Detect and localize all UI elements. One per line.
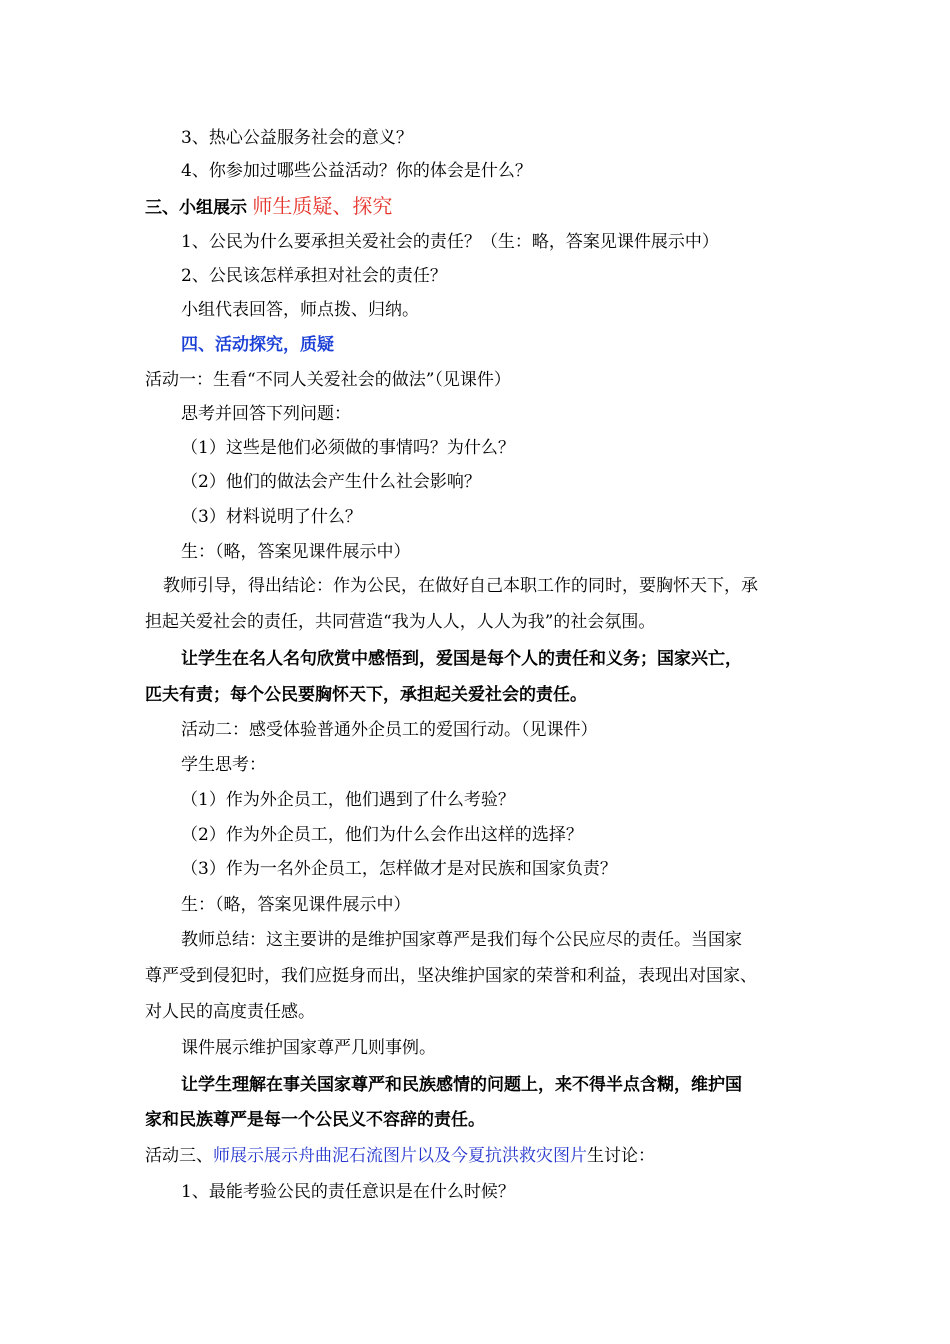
- activity-1-conclusion-1: 教师引导，得出结论：作为公民，在做好自己本职工作的同时，要胸怀天下，承: [163, 576, 758, 596]
- group-question-2: 2、公民该怎样承担对社会的责任？: [181, 266, 447, 286]
- group-note: 小组代表回答，师点拨、归纳。: [181, 300, 419, 320]
- activity-1-q3: （3）材料说明了什么？: [181, 507, 362, 527]
- section-4-heading: 四、活动探究，质疑: [181, 335, 334, 355]
- activity-1-answer: 生：（略，答案见课件展示中）: [181, 542, 411, 562]
- activity-3-student: 生: [587, 1146, 604, 1166]
- section-3-title: 三、小组展示: [145, 198, 247, 218]
- activity-1-goal-2: 匹夫有责；每个公民要胸怀天下，承担起关爱社会的责任。: [145, 685, 587, 705]
- activity-2-courseware: 课件展示维护国家尊严几则事例。: [181, 1038, 436, 1058]
- activity-2-q2: （2）作为外企员工，他们为什么会作出这样的选择？: [181, 825, 583, 845]
- activity-2-goal-1: 让学生理解在事关国家尊严和民族感情的问题上，来不得半点含糊，维护国: [181, 1075, 742, 1095]
- activity-2-q3: （3）作为一名外企员工，怎样做才是对民族和国家负责？: [181, 859, 617, 879]
- section-3-subtitle: 师生质疑、探究: [252, 194, 393, 218]
- activity-2-goal-2: 家和民族尊严是每一个公民义不容辞的责任。: [145, 1110, 485, 1130]
- activity-3-q1: 1、最能考验公民的责任意识是在什么时候？: [181, 1182, 515, 1202]
- activity-3-title: [145, 1148, 655, 1165]
- activity-3-discuss: 讨论：: [604, 1146, 655, 1166]
- question-4: 4、你参加过哪些公益活动？你的体会是什么？: [181, 161, 532, 181]
- group-question-1: 1、公民为什么要承担关爱社会的责任？（生：略，答案见课件展示中）: [181, 232, 719, 252]
- activity-1-q2: （2）他们的做法会产生什么社会影响？: [181, 472, 481, 492]
- activity-2-summary-1: 教师总结：这主要讲的是维护国家尊严是我们每个公民应尽的责任。当国家: [181, 930, 742, 950]
- activity-1-title: 活动一：生看“不同人关爱社会的做法”（见课件）: [145, 370, 511, 390]
- activity-2-prompt: 学生思考：: [181, 755, 266, 775]
- activity-2-answer: 生：（略，答案见课件展示中）: [181, 895, 411, 915]
- section-3-heading: [145, 196, 392, 217]
- activity-1-q1: （1）这些是他们必须做的事情吗？为什么？: [181, 438, 515, 458]
- activity-2-q1: （1）作为外企员工，他们遇到了什么考验？: [181, 790, 515, 810]
- activity-1-conclusion-2: 担起关爱社会的责任，共同营造“我为人人，人人为我”的社会氛围。: [145, 612, 656, 632]
- activity-1-prompt: 思考并回答下列问题：: [181, 404, 351, 424]
- question-3: 3、热心公益服务社会的意义？: [181, 128, 413, 148]
- activity-1-goal-1: 让学生在名人名句欣赏中感悟到，爱国是每个人的责任和义务；国家兴亡，: [181, 649, 742, 669]
- activity-2-summary-3: 对人民的高度责任感。: [145, 1002, 315, 1022]
- activity-2-summary-2: 尊严受到侵犯时，我们应挺身而出，坚决维护国家的荣誉和利益，表现出对国家、: [145, 966, 757, 986]
- activity-2-title: 活动二：感受体验普通外企员工的爱国行动。（见课件）: [181, 720, 598, 740]
- activity-3-teacher-display: 师展示展示舟曲泥石流图片以及今夏抗洪救灾图片: [213, 1146, 587, 1166]
- activity-3-label: 活动三、: [145, 1146, 213, 1166]
